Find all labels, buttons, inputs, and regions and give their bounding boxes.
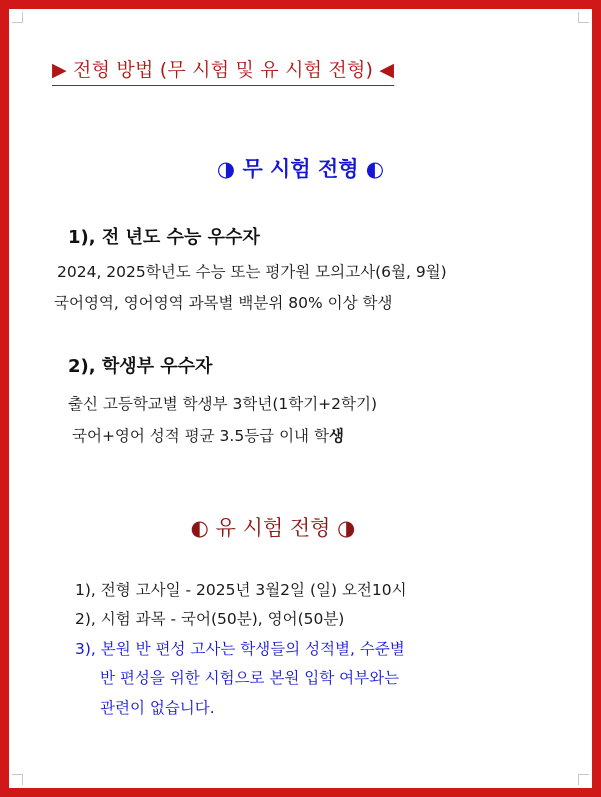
group1-line1: 2024, 2025학년도 수능 또는 평가원 모의고사(6월, 9월)	[57, 263, 447, 281]
exam-item-1: 1), 전형 고사일 - 2025년 3월2일 (일) 오전10시	[75, 581, 407, 599]
group1-title: 1), 전 년도 수능 우수자	[68, 227, 260, 248]
corner-mark-top-left	[12, 12, 23, 23]
corner-mark-top-right	[578, 12, 589, 23]
group2-line1: 출신 고등학교별 학생부 3학년(1학기+2학기)	[68, 395, 378, 413]
group1-line2: 국어영역, 영어영역 과목별 백분위 80% 이상 학생	[54, 294, 393, 312]
corner-mark-bottom-left	[12, 774, 23, 785]
exam-item-3-line3: 관련이 없습니다.	[100, 699, 215, 717]
group2-line2-main: 국어+영어 성적 평균 3.5등급 이내 학	[72, 427, 329, 445]
group2-title: 2), 학생부 우수자	[68, 356, 213, 377]
group2-line2-end: 생	[328, 427, 344, 445]
no-exam-heading: ◑ 무 시험 전형 ◐	[216, 157, 385, 181]
exam-item-2: 2), 시험 과목 - 국어(50분), 영어(50분)	[75, 610, 345, 628]
page-title: ▶ 전형 방법 (무 시험 및 유 시험 전형) ◀	[52, 55, 394, 86]
group2-line2	[72, 424, 344, 446]
exam-item-3-line1: 3), 본원 반 편성 고사는 학생들의 성적별, 수준별	[75, 640, 405, 658]
corner-mark-bottom-right	[578, 774, 589, 785]
exam-heading: ◐ 유 시험 전형 ◑	[190, 516, 356, 540]
exam-item-3-line2: 반 편성을 위한 시험으로 본원 입학 여부와는	[100, 669, 400, 687]
